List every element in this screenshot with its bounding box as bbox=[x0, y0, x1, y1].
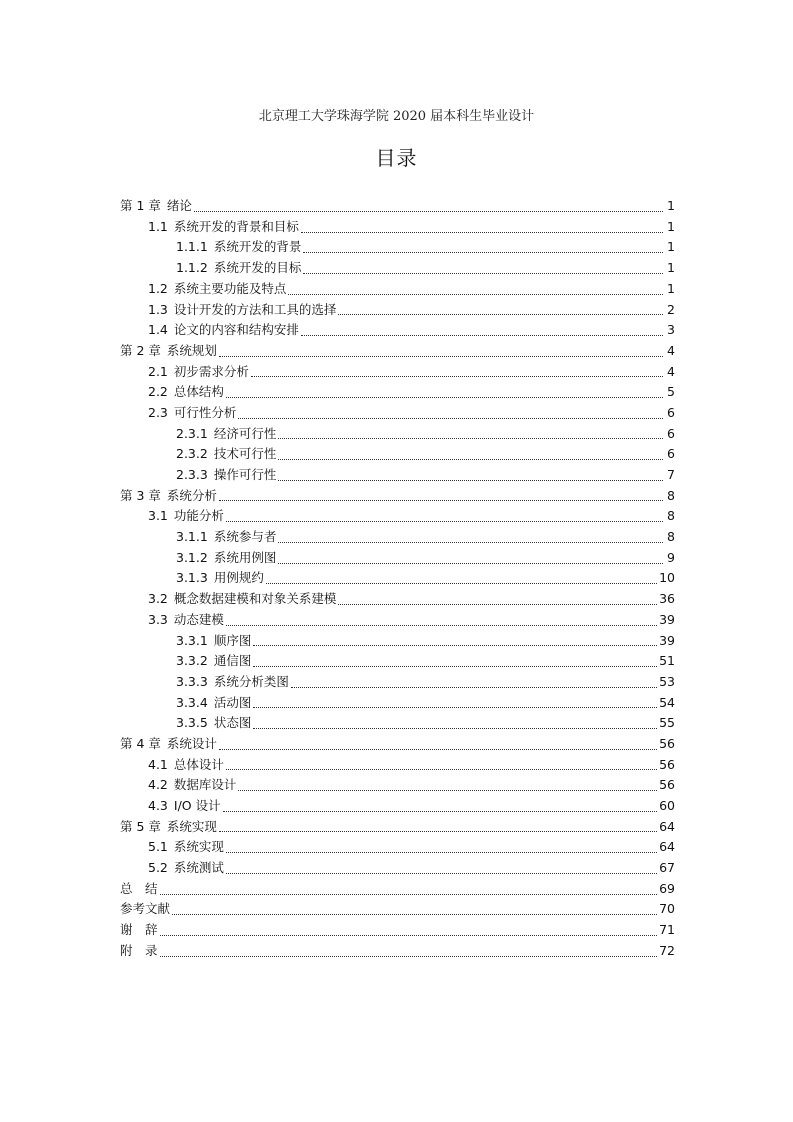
toc-entry-title: 顺序图 bbox=[213, 632, 252, 648]
toc-entry-title: I/O 设计 bbox=[173, 798, 221, 814]
toc-entry-title: 系统开发的背景 bbox=[213, 239, 302, 255]
dot-leader bbox=[160, 923, 658, 936]
toc-entry-number: 1.1.2 bbox=[176, 260, 208, 276]
toc-entry[interactable] bbox=[120, 424, 675, 445]
toc-entry-label bbox=[176, 262, 301, 275]
toc-entry-number: 第 1 章 bbox=[120, 198, 161, 214]
toc-entry-title: 可行性分析 bbox=[173, 404, 237, 420]
toc-entry-page: 60 bbox=[659, 798, 675, 814]
toc-entry-title: 系统开发的目标 bbox=[213, 260, 302, 276]
dot-leader bbox=[226, 385, 663, 398]
toc-entry[interactable] bbox=[120, 858, 675, 879]
toc-entry-page: 3 bbox=[667, 322, 675, 338]
toc-entry[interactable] bbox=[120, 548, 675, 569]
dot-leader bbox=[251, 364, 663, 377]
toc-entry-title: 功能分析 bbox=[173, 508, 224, 524]
toc-entry-page: 67 bbox=[659, 860, 675, 876]
toc-entry-title: 状态图 bbox=[213, 715, 252, 731]
toc-entry-label bbox=[120, 942, 158, 958]
toc-entry-title: 系统设计 bbox=[166, 735, 217, 751]
toc-entry-title: 动态建模 bbox=[173, 611, 224, 627]
toc-entry-number: 4.3 bbox=[148, 798, 168, 814]
toc-entry-page: 10 bbox=[659, 570, 675, 586]
toc-entry[interactable] bbox=[120, 610, 675, 631]
toc-entry-page: 8 bbox=[667, 487, 675, 503]
toc-entry-label bbox=[176, 549, 277, 565]
toc-entry-page: 54 bbox=[659, 694, 675, 710]
toc-entry-page: 56 bbox=[659, 777, 675, 793]
toc-entry[interactable] bbox=[120, 713, 675, 734]
toc-entry-number: 3.3.4 bbox=[176, 694, 208, 710]
toc-entry-label bbox=[176, 425, 277, 441]
toc-entry-page: 6 bbox=[667, 446, 675, 462]
dot-leader bbox=[238, 778, 657, 791]
toc-entry[interactable] bbox=[120, 568, 675, 589]
dot-leader bbox=[238, 406, 663, 419]
toc-entry-page: 71 bbox=[659, 922, 675, 938]
toc-entry-page: 69 bbox=[659, 880, 675, 896]
toc-entry-page: 1 bbox=[667, 218, 675, 234]
toc-entry[interactable] bbox=[120, 796, 675, 817]
toc-entry[interactable] bbox=[120, 755, 675, 776]
toc-entry-page: 1 bbox=[667, 280, 675, 296]
toc-entry-page: 9 bbox=[667, 549, 675, 565]
dot-leader bbox=[226, 509, 663, 522]
toc-entry-title: 活动图 bbox=[213, 694, 252, 710]
toc-entry-number: 第 5 章 bbox=[120, 818, 161, 834]
toc-entry-page: 72 bbox=[659, 942, 675, 958]
dot-leader bbox=[338, 302, 663, 315]
toc-entry-title: 系统实现 bbox=[173, 839, 224, 855]
toc-entry-title: 系统测试 bbox=[173, 860, 224, 876]
toc-entry-page: 4 bbox=[667, 342, 675, 358]
toc-entry-title: 总体结构 bbox=[173, 384, 224, 400]
toc-entry[interactable] bbox=[120, 465, 675, 486]
toc-entry-page: 1 bbox=[667, 239, 675, 255]
toc-entry-number: 2.1 bbox=[148, 363, 168, 379]
toc-entry-number: 3.1.2 bbox=[176, 549, 208, 565]
toc-entry-number: 3.3.2 bbox=[176, 653, 208, 669]
dot-leader bbox=[253, 654, 657, 667]
toc-entry-number: 4.2 bbox=[148, 777, 168, 793]
toc-entry[interactable] bbox=[120, 651, 675, 672]
toc-entry-number: 2.3.2 bbox=[176, 446, 208, 462]
toc-entry-label bbox=[120, 924, 158, 937]
toc-entry-page: 56 bbox=[659, 756, 675, 772]
toc-entry-title: 操作可行性 bbox=[213, 467, 277, 483]
toc-entry-page: 5 bbox=[667, 384, 675, 400]
running-header: 北京理工大学珠海学院 2020 届本科生毕业设计 bbox=[258, 109, 535, 124]
toc-entry[interactable] bbox=[120, 237, 675, 258]
dot-leader bbox=[160, 944, 658, 957]
toc-entry[interactable] bbox=[120, 382, 675, 403]
toc-entry-page: 1 bbox=[667, 198, 675, 214]
dot-leader bbox=[278, 551, 663, 564]
dot-leader bbox=[278, 530, 663, 543]
toc-entry-page: 1 bbox=[667, 260, 675, 276]
toc-entry-number: 3.1.1 bbox=[176, 529, 208, 545]
toc-entry-number: 5.1 bbox=[148, 839, 168, 855]
toc-entry-number: 3.2 bbox=[148, 591, 168, 607]
toc-entry[interactable] bbox=[120, 403, 675, 424]
toc-entry-label bbox=[176, 632, 252, 648]
toc-entry-label bbox=[120, 487, 217, 503]
toc-entry-title: 绪论 bbox=[166, 198, 192, 214]
toc-entry-label bbox=[148, 779, 236, 792]
toc-entry-label bbox=[148, 301, 337, 317]
dot-leader bbox=[219, 488, 663, 501]
toc-entry-title: 谢 辞 bbox=[120, 922, 158, 938]
toc-entry-label bbox=[120, 735, 217, 751]
toc-entry-number: 3.1.3 bbox=[176, 570, 208, 586]
toc-entry-title: 总 结 bbox=[120, 880, 158, 896]
toc-entry[interactable] bbox=[120, 837, 675, 858]
toc-entry[interactable] bbox=[120, 879, 675, 900]
toc-entry-label bbox=[120, 200, 192, 213]
toc-entry-number: 1.4 bbox=[148, 322, 168, 338]
toc-entry[interactable] bbox=[120, 444, 675, 465]
toc-entry-label bbox=[176, 717, 251, 730]
toc-entry[interactable] bbox=[120, 486, 675, 507]
toc-entry-page: 36 bbox=[659, 591, 675, 607]
dot-leader bbox=[291, 675, 657, 688]
toc-entry-page: 51 bbox=[659, 653, 675, 669]
toc-entry-number: 2.2 bbox=[148, 384, 168, 400]
toc-entry-label bbox=[176, 655, 251, 668]
toc-entry-page: 39 bbox=[659, 611, 675, 627]
toc-entry-label bbox=[120, 818, 217, 834]
dot-leader bbox=[253, 633, 657, 646]
dot-leader bbox=[303, 240, 663, 253]
toc-entry-label bbox=[120, 903, 170, 916]
toc-entry-label bbox=[148, 593, 336, 606]
dot-leader bbox=[278, 468, 663, 481]
toc-entry-number: 4.1 bbox=[148, 756, 168, 772]
toc-entry-page: 56 bbox=[659, 735, 675, 751]
dot-leader bbox=[219, 737, 657, 750]
toc-entry[interactable] bbox=[120, 506, 675, 527]
toc-entry-number: 3.3.1 bbox=[176, 632, 208, 648]
toc-entry-number: 3.3.5 bbox=[176, 715, 208, 731]
toc-entry-number: 1.2 bbox=[148, 280, 168, 296]
toc-entry-title: 经济可行性 bbox=[213, 425, 277, 441]
toc-entry-title: 论文的内容和结构安排 bbox=[173, 322, 299, 338]
toc-entry-title: 系统实现 bbox=[166, 818, 217, 834]
toc-entry-page: 64 bbox=[659, 839, 675, 855]
toc-entry-title: 总体设计 bbox=[173, 756, 224, 772]
toc-entry-label bbox=[148, 280, 287, 296]
toc-entry[interactable] bbox=[120, 299, 675, 320]
dot-leader bbox=[301, 323, 663, 336]
toc-entry-label bbox=[176, 673, 289, 689]
dot-leader bbox=[303, 261, 663, 274]
toc-entry-number: 第 3 章 bbox=[120, 487, 161, 503]
toc-entry-number: 5.2 bbox=[148, 860, 168, 876]
dot-leader bbox=[278, 426, 663, 439]
toc-entry[interactable] bbox=[120, 527, 675, 548]
toc-entry-label bbox=[176, 572, 264, 585]
dot-leader bbox=[288, 282, 663, 295]
toc-entry-label bbox=[148, 386, 224, 399]
toc-entry[interactable] bbox=[120, 734, 675, 755]
toc-entry-title: 系统用例图 bbox=[213, 549, 277, 565]
dot-leader bbox=[266, 571, 657, 584]
dot-leader bbox=[219, 819, 657, 832]
toc-entry-label bbox=[176, 448, 276, 461]
toc-entry-title: 参考文献 bbox=[120, 901, 171, 917]
toc-entry-title: 系统开发的背景和目标 bbox=[173, 218, 299, 234]
toc-entry[interactable] bbox=[120, 817, 675, 838]
toc-entry-label bbox=[148, 404, 237, 420]
toc-entry[interactable] bbox=[120, 341, 675, 362]
toc-entry-page: 6 bbox=[667, 425, 675, 441]
toc-entry[interactable] bbox=[120, 630, 675, 651]
toc-entry-label bbox=[176, 531, 276, 544]
toc-entry-label bbox=[148, 510, 224, 523]
toc-entry-label bbox=[148, 756, 224, 772]
toc-entry-title: 系统规划 bbox=[166, 342, 217, 358]
toc-entry-title: 附 录 bbox=[120, 942, 158, 958]
toc-entry[interactable] bbox=[120, 899, 675, 920]
toc-entry-label bbox=[148, 611, 224, 627]
dot-leader bbox=[338, 592, 657, 605]
toc-entry-page: 6 bbox=[667, 404, 675, 420]
toc-entry-page: 4 bbox=[667, 363, 675, 379]
toc-entry-title: 系统分析类图 bbox=[213, 673, 289, 689]
toc-entry-label bbox=[120, 342, 217, 358]
toc-entry-number: 1.1.1 bbox=[176, 239, 208, 255]
toc-entry[interactable] bbox=[120, 217, 675, 238]
table-of-contents bbox=[120, 196, 675, 961]
toc-entry-title: 系统参与者 bbox=[213, 529, 277, 545]
toc-entry[interactable] bbox=[120, 320, 675, 341]
toc-entry-label bbox=[176, 241, 301, 254]
toc-entry[interactable] bbox=[120, 672, 675, 693]
toc-entry-page: 39 bbox=[659, 632, 675, 648]
toc-entry-title: 系统分析 bbox=[166, 487, 217, 503]
toc-entry-label bbox=[120, 880, 158, 896]
toc-entry[interactable] bbox=[120, 279, 675, 300]
dot-leader bbox=[160, 882, 658, 895]
toc-entry-label bbox=[176, 469, 276, 482]
dot-leader bbox=[301, 220, 663, 233]
toc-entry[interactable] bbox=[120, 941, 675, 962]
toc-entry-title: 技术可行性 bbox=[213, 446, 277, 462]
dot-leader bbox=[172, 902, 657, 915]
dot-leader bbox=[223, 799, 657, 812]
toc-entry-title: 设计开发的方法和工具的选择 bbox=[173, 301, 337, 317]
toc-entry-title: 概念数据建模和对象关系建模 bbox=[173, 591, 337, 607]
toc-entry[interactable] bbox=[120, 196, 675, 217]
toc-entry-page: 7 bbox=[667, 467, 675, 483]
toc-entry-page: 2 bbox=[667, 301, 675, 317]
dot-leader bbox=[226, 861, 657, 874]
dot-leader bbox=[253, 695, 657, 708]
toc-entry[interactable] bbox=[120, 258, 675, 279]
toc-entry-number: 2.3.3 bbox=[176, 467, 208, 483]
dot-leader bbox=[278, 447, 663, 460]
dot-leader bbox=[219, 344, 663, 357]
toc-entry-number: 1.3 bbox=[148, 301, 168, 317]
toc-entry-label bbox=[148, 841, 224, 854]
toc-entry-number: 第 2 章 bbox=[120, 342, 161, 358]
toc-entry-page: 64 bbox=[659, 818, 675, 834]
toc-entry-number: 2.3.1 bbox=[176, 425, 208, 441]
dot-leader bbox=[226, 840, 657, 853]
toc-entry-number: 3.1 bbox=[148, 508, 168, 524]
toc-entry-title: 用例规约 bbox=[213, 570, 264, 586]
toc-entry[interactable] bbox=[120, 920, 675, 941]
dot-leader bbox=[194, 199, 663, 212]
toc-entry-page: 8 bbox=[667, 508, 675, 524]
toc-entry-page: 8 bbox=[667, 529, 675, 545]
toc-entry-label bbox=[148, 324, 299, 337]
dot-leader bbox=[253, 716, 657, 729]
toc-entry[interactable] bbox=[120, 775, 675, 796]
toc-entry-number: 2.3 bbox=[148, 404, 168, 420]
toc-entry-number: 3.3.3 bbox=[176, 673, 208, 689]
toc-entry-number: 3.3 bbox=[148, 611, 168, 627]
toc-entry-page: 70 bbox=[659, 901, 675, 917]
toc-entry-label bbox=[148, 862, 224, 875]
toc-entry-label bbox=[148, 800, 221, 813]
toc-entry[interactable] bbox=[120, 362, 675, 383]
toc-entry-label bbox=[148, 363, 249, 379]
toc-entry-page: 53 bbox=[659, 673, 675, 689]
toc-entry-label bbox=[148, 218, 299, 234]
dot-leader bbox=[226, 757, 657, 770]
toc-entry-title: 系统主要功能及特点 bbox=[173, 280, 287, 296]
toc-entry[interactable] bbox=[120, 693, 675, 714]
page-title: 目录 bbox=[375, 146, 418, 170]
toc-entry[interactable] bbox=[120, 589, 675, 610]
toc-entry-title: 通信图 bbox=[213, 653, 252, 669]
toc-entry-number: 第 4 章 bbox=[120, 735, 161, 751]
toc-entry-title: 初步需求分析 bbox=[173, 363, 249, 379]
toc-entry-page: 55 bbox=[659, 715, 675, 731]
toc-entry-label bbox=[176, 694, 252, 710]
toc-entry-number: 1.1 bbox=[148, 218, 168, 234]
toc-entry-title: 数据库设计 bbox=[173, 777, 237, 793]
dot-leader bbox=[226, 613, 657, 626]
